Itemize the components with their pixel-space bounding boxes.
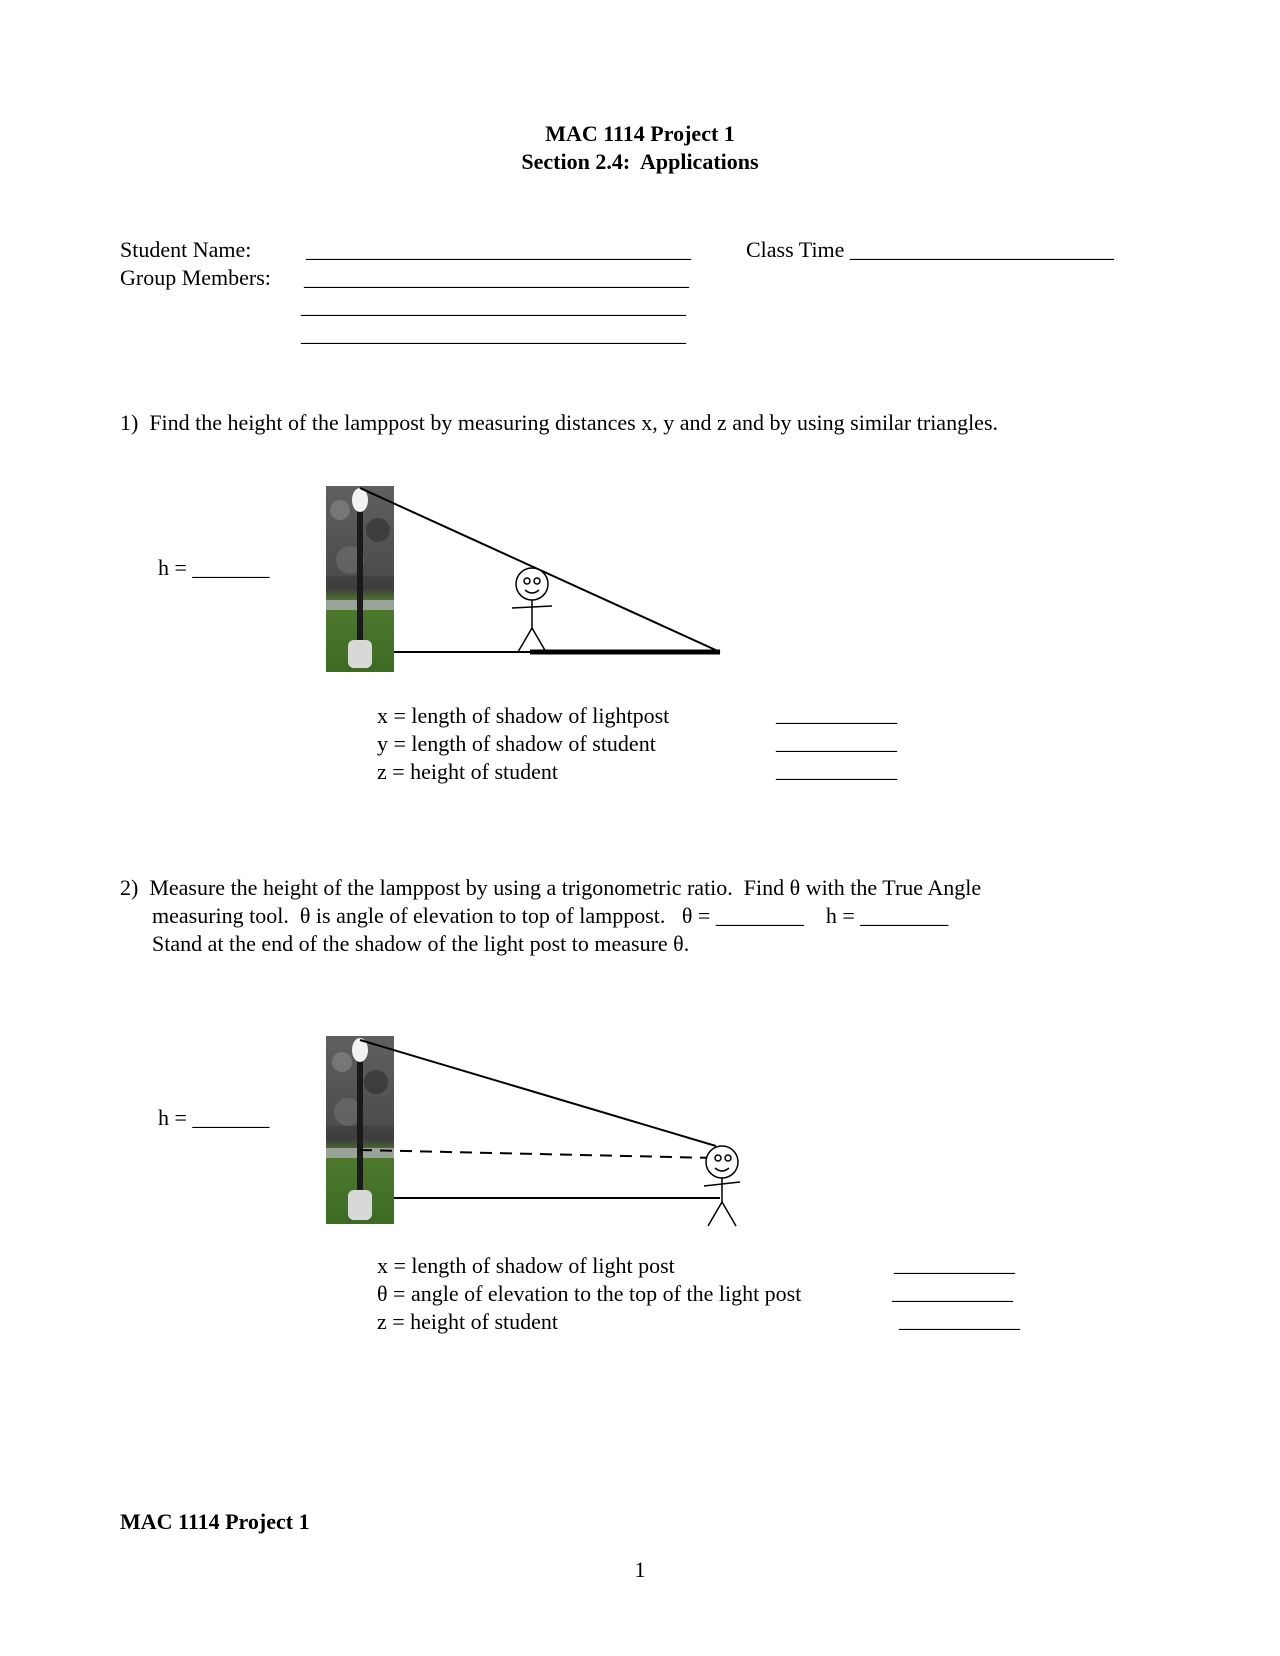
class-time-field[interactable]: Class Time ________________________ xyxy=(746,237,1114,262)
group-members-label: Group Members: xyxy=(120,265,271,290)
q2-height-blank[interactable]: h = _______ xyxy=(158,1105,270,1130)
q2-z-blank[interactable]: ___________ xyxy=(899,1307,1020,1332)
q2-x-label: x = length of shadow of light post xyxy=(377,1253,675,1278)
stick-figure-student xyxy=(704,1146,740,1226)
q1-x-label: x = length of shadow of lightpost xyxy=(377,703,670,728)
page-subtitle: Section 2.4: Applications xyxy=(521,149,759,174)
q1-y-label: y = length of shadow of student xyxy=(377,731,656,756)
page-title: MAC 1114 Project 1 xyxy=(545,121,735,146)
q1-z-blank[interactable]: ___________ xyxy=(776,757,897,782)
footer-title: MAC 1114 Project 1 xyxy=(120,1509,310,1534)
lamppost-angle-diagram-2 xyxy=(320,1030,760,1240)
q1-y-blank[interactable]: ___________ xyxy=(776,729,897,754)
line-of-sight xyxy=(360,1040,716,1146)
page-number: 1 xyxy=(634,1557,646,1582)
group-member-blank-2[interactable]: ___________________________________ xyxy=(301,293,686,318)
q1-height-blank[interactable]: h = _______ xyxy=(158,555,270,580)
student-name-label: Student Name: xyxy=(120,237,252,262)
question-2-line-1: 2) Measure the height of the lamppost by using a trigonometric ratio. Find θ with the True Angle xyxy=(120,875,982,900)
q1-x-blank[interactable]: ___________ xyxy=(776,701,897,726)
q2-theta-blank[interactable]: ___________ xyxy=(892,1279,1013,1304)
group-member-blank-1[interactable]: ___________________________________ xyxy=(304,265,689,290)
question-2-line-2: measuring tool. θ is angle of elevation to top of lamppost. θ = ________ h = ________ xyxy=(152,903,949,928)
stick-figure-student xyxy=(512,568,552,652)
q2-z-label: z = height of student xyxy=(377,1309,559,1334)
group-member-blank-3[interactable]: ___________________________________ xyxy=(301,321,686,346)
lamppost-shadow-diagram-1 xyxy=(320,480,740,680)
student-name-blank[interactable]: ___________________________________ xyxy=(306,237,691,262)
lamppost-photo xyxy=(326,486,394,672)
q1-z-label: z = height of student xyxy=(377,759,559,784)
q2-x-blank[interactable]: ___________ xyxy=(894,1251,1015,1276)
q2-theta-label: θ = angle of elevation to the top of the light post xyxy=(377,1281,802,1306)
question-2-line-3: Stand at the end of the shadow of the light post to measure θ. xyxy=(152,931,690,956)
question-1-prompt: 1) Find the height of the lamppost by measuring distances x, y and z and by using similar triangles. xyxy=(120,410,999,435)
eye-level-dashed-line xyxy=(360,1150,716,1158)
lamppost-photo xyxy=(326,1036,394,1224)
